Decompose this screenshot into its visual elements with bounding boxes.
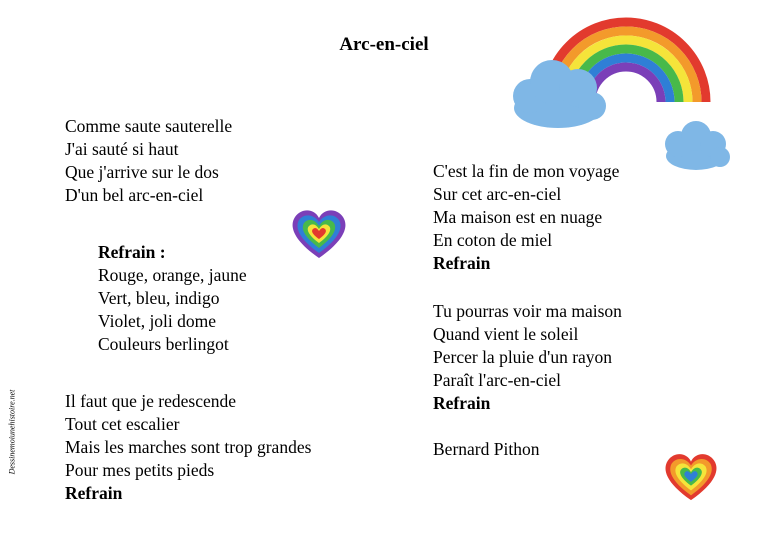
side-credit: Dessinemoiunehistoire.net — [7, 389, 17, 475]
verse-line: Tu pourras voir ma maison — [433, 301, 622, 321]
verse-line: Comme saute sauterelle — [65, 116, 233, 136]
author-name — [433, 438, 539, 461]
verse-line: Paraît l'arc-en-ciel — [433, 370, 562, 390]
verse-line: J'ai sauté si haut — [65, 139, 179, 159]
refrain-marker: Refrain — [433, 393, 491, 413]
poem-title: Arc-en-ciel — [339, 34, 429, 55]
stanza-3 — [65, 390, 311, 505]
stanza-1 — [65, 115, 232, 207]
verse-line: Que j'arrive sur le dos — [65, 162, 219, 182]
verse-line: D'un bel arc-en-ciel — [65, 185, 204, 205]
refrain-stanza — [98, 241, 247, 356]
verse-line: Percer la pluie d'un rayon — [433, 347, 613, 367]
stanza-5 — [433, 300, 622, 415]
verse-line: Il faut que je redescende — [65, 391, 237, 411]
verse-line: Quand vient le soleil — [433, 324, 579, 344]
rainbow-heart-icon — [289, 206, 349, 262]
verse-line: Ma maison est en nuage — [433, 207, 603, 227]
rainbow-heart-icon — [662, 450, 720, 504]
verse-line: Rouge, orange, jaune — [98, 265, 247, 285]
author-line: Bernard Pithon — [433, 439, 540, 459]
verse-line: Sur cet arc-en-ciel — [433, 184, 562, 204]
refrain-marker: Refrain — [65, 483, 123, 503]
verse-line: Tout cet escalier — [65, 414, 180, 434]
verse-line: Pour mes petits pieds — [65, 460, 215, 480]
stanza-4 — [433, 160, 619, 275]
verse-line: En coton de miel — [433, 230, 553, 250]
refrain-heading: Refrain : — [98, 242, 166, 262]
verse-line: C'est la fin de mon voyage — [433, 161, 620, 181]
rainbow-illustration — [508, 14, 733, 174]
refrain-marker: Refrain — [433, 253, 491, 273]
verse-line: Violet, joli dome — [98, 311, 217, 331]
verse-line: Mais les marches sont trop grandes — [65, 437, 312, 457]
verse-line: Couleurs berlingot — [98, 334, 229, 354]
verse-line: Vert, bleu, indigo — [98, 288, 220, 308]
